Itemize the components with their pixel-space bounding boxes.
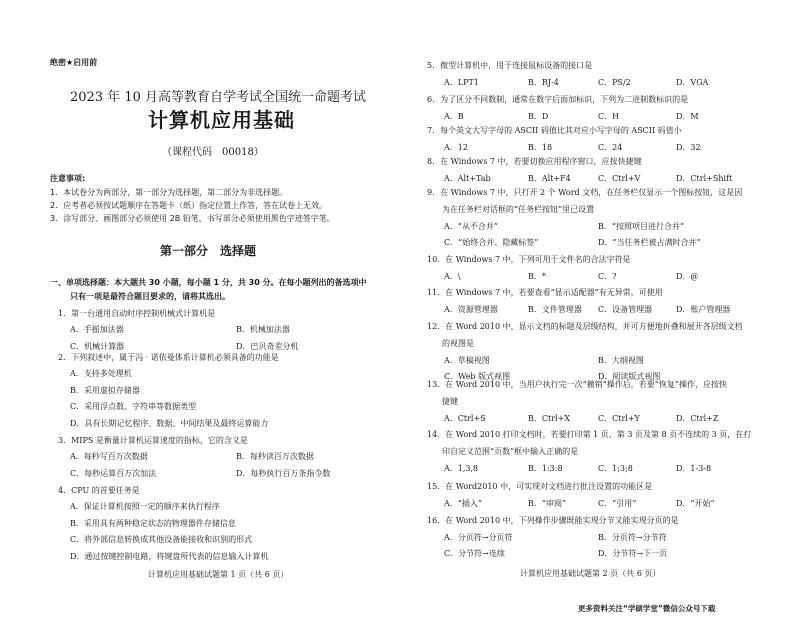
answer-option: D．阅读版式视图 xyxy=(598,372,661,381)
answer-option: A．每秒写百万次数据 xyxy=(70,452,148,461)
question-stem: 10．在 Windows 7 中，下列可用于文件名的合法字符是 xyxy=(427,255,631,264)
question-stem: 的视图是 xyxy=(442,339,474,348)
page-footer: 计算机应用基础试题第 1 页（共 6 页） xyxy=(148,570,289,579)
answer-option: D．分节符→下一页 xyxy=(598,549,668,558)
answer-option: B．18 xyxy=(528,143,553,152)
answer-option: C．H xyxy=(598,112,620,121)
question-stem: 13．在 Word 2010 中，当用户执行完一次“撤销”操作后，若要“恢复”操作，应按快 xyxy=(427,380,727,389)
question-stem: 11．在 Windows 7 中，若要查看“显示适配器”有无异常，可使用 xyxy=(427,288,663,297)
note-item: 1．本试卷分为两部分，第一部分为选择题，第二部分为非选择题。 xyxy=(50,188,288,197)
answer-option: C．? xyxy=(598,272,617,281)
subject-title: 计算机应用基础 xyxy=(148,108,295,132)
answer-option: D．具有长期记忆程序、数据、中间结果及最终运算能力 xyxy=(70,418,269,428)
answer-option: B．采用具有两种稳定状态的物理器件存储信息 xyxy=(70,518,236,528)
answer-option: D．1-3-8 xyxy=(676,464,712,473)
question-stem: 为在任务栏对话框的“任务栏按钮”里已设置 xyxy=(442,205,595,214)
question-stem: 12．在 Word 2010 中，显示文档的标题及层级结构，并可方便地折叠和展开各层级文档 xyxy=(427,322,743,331)
exam-title: 2023 年 10 月高等教育自学考试全国统一命题考试 xyxy=(70,90,367,105)
answer-option: A．B xyxy=(444,112,464,121)
answer-option: A．草稿视图 xyxy=(444,356,490,365)
answer-option: B．“审阅” xyxy=(528,499,567,508)
answer-option: C．机械计算器 xyxy=(70,342,125,351)
note-item: 2．应考者必须按试题顺序在答题卡（纸）指定位置上作答，答在试卷上无效。 xyxy=(50,201,328,210)
answer-option: D．Ctrl+Shift xyxy=(676,174,733,183)
question-stem: 印自定义范围“页数”框中输入正确的是 xyxy=(442,447,579,456)
answer-option: A．保证计算机按照一定的顺序来执行程序 xyxy=(70,502,220,511)
answer-option: C．将外部信息转换成其他设备能接收和识别的形式 xyxy=(70,535,253,544)
answer-option: C．PS/2 xyxy=(598,78,631,87)
answer-option: A．支持多处理机 xyxy=(70,369,132,378)
answer-option: A．“插入” xyxy=(444,499,482,508)
answer-option: B．大纲视图 xyxy=(598,356,644,365)
answer-option: B．1:3:8 xyxy=(528,464,563,473)
answer-option: C．分节符→连续 xyxy=(444,549,505,558)
page-footer: 计算机应用基础试题第 2 页（共 6 页） xyxy=(520,569,661,578)
answer-option: C．Web 版式视图 xyxy=(444,372,511,381)
question-stem: 4．CPU 的首要任务是 xyxy=(58,486,140,495)
answer-option: B．每秒读百万次数据 xyxy=(236,452,314,461)
answer-option: C．1;3;8 xyxy=(598,464,633,473)
answer-option: C．“引用” xyxy=(598,499,637,508)
answer-option: C．24 xyxy=(598,143,623,152)
question-stem: 15．在 Word2010 中，可实现对文档进行批注设置的功能区是 xyxy=(427,482,653,491)
notes-heading: 注意事项: xyxy=(50,174,86,183)
question-stem: 9．在 Windows 7 中，只打开 2 个 Word 文档，在任务栏仅显示一个图标按钮，这是因 xyxy=(427,188,743,197)
course-code: （课程代码 00018） xyxy=(162,147,264,158)
answer-option: B．Ctrl+X xyxy=(528,414,570,423)
answer-option: A．手摇加法器 xyxy=(70,325,124,334)
section-instruction: 一、单项选择题：本大题共 30 小题，每小题 1 分，共 30 分。在每小题列出的备选项中 xyxy=(50,278,367,287)
answer-option: A．Ctrl+S xyxy=(444,414,486,423)
question-stem: 14．在 Word 2010 打印文档时，若要打印第 1 页、第 3 页及第 8 页不连续的 3 页，在打 xyxy=(427,430,752,439)
answer-option: B．* xyxy=(528,272,546,281)
answer-option: C．Ctrl+Y xyxy=(598,414,640,423)
answer-option: C．采用浮点数、字符串等数据类型 xyxy=(70,402,197,411)
answer-option: B．Alt+F4 xyxy=(528,174,571,183)
answer-option: A．“从不合并” xyxy=(444,222,498,231)
answer-option: D．巴贝奇差分机 xyxy=(236,342,299,351)
answer-option: B．采用虚拟存储器 xyxy=(70,385,140,395)
answer-option: B．D xyxy=(528,112,549,121)
part-title: 第一部分 选择题 xyxy=(160,244,257,258)
confidential-label: 绝密★启用前 xyxy=(50,58,98,67)
answer-option: B．机械加法器 xyxy=(236,325,290,334)
answer-option: B．文件管理器 xyxy=(528,305,582,314)
note-item: 3．涂写部分、画图部分必须使用 2B 铅笔，书写部分必须使用黑色字迹签字笔。 xyxy=(50,214,335,223)
answer-option: D．“当任务栏被占满时合并” xyxy=(598,238,701,247)
answer-option: D．M xyxy=(676,112,699,121)
answer-option: B．分页符→分节符 xyxy=(598,533,667,542)
question-stem: 8．在 Windows 7 中，若要切换应用程序窗口，应按快捷键 xyxy=(427,157,642,166)
answer-option: D．“开始” xyxy=(676,499,715,508)
answer-option: A．分页符→分页符 xyxy=(444,533,513,542)
answer-option: D．账户管理器 xyxy=(676,305,731,314)
answer-option: D．@ xyxy=(676,272,699,281)
answer-option: D．32 xyxy=(676,143,701,152)
question-stem: 1．第一台通用自动时序控制机械式计算机是 xyxy=(58,309,216,318)
answer-option: C．设备管理器 xyxy=(598,305,653,314)
question-stem: 捷键 xyxy=(442,397,458,406)
answer-option: C．Ctrl+V xyxy=(598,174,641,183)
answer-option: A．资源管理器 xyxy=(444,305,498,314)
answer-option: D．Ctrl+Z xyxy=(676,414,719,423)
answer-option: D．VGA xyxy=(676,78,709,87)
question-stem: 16．在 Word 2010 中，下列操作步骤既能实现分节又能实现分页的是 xyxy=(427,516,679,525)
exam-page-2 xyxy=(400,0,793,600)
answer-option: A．1,3,8 xyxy=(444,464,479,473)
answer-option: A．12 xyxy=(444,143,468,152)
question-stem: 3．MIPS 是衡量计算机运算速度的指标，它的含义是 xyxy=(58,436,248,445)
answer-option: A．\ xyxy=(444,272,461,281)
answer-option: D．通过按键控制电路，将键盘所代表的信息输入计算机 xyxy=(70,551,269,561)
section-instruction: 只有一项是最符合题目要求的，请将其选出。 xyxy=(70,292,230,301)
promo-note: 更多资料关注“学硕学堂”微信公众号下载 xyxy=(578,604,716,613)
answer-option: D．每秒执行百万条指令数 xyxy=(236,469,331,478)
answer-option: B．RJ-4 xyxy=(528,78,559,87)
answer-option: C．“始终合并、隐藏标签” xyxy=(444,238,539,247)
question-stem: 5．微型计算机中，用于连接鼠标设备的接口是 xyxy=(427,61,593,70)
exam-page-1 xyxy=(0,0,400,600)
question-stem: 2．下列叙述中，属于冯 · 诺依曼体系计算机必须具备的功能是 xyxy=(58,353,279,362)
answer-option: C．每秒运算百万次加法 xyxy=(70,469,157,478)
question-stem: 7．每个英文大写字母的 ASCII 码值比其对应小写字母的 ASCII 码值小 xyxy=(427,126,682,135)
answer-option: A．Alt+Tab xyxy=(444,174,491,183)
answer-option: A．LPT1 xyxy=(444,78,479,87)
question-stem: 6．为了区分不同数制，通常在数字后面加标识，下列为二进制数标识的是 xyxy=(427,95,689,104)
answer-option: B．“按照项目进行合并” xyxy=(598,222,685,231)
